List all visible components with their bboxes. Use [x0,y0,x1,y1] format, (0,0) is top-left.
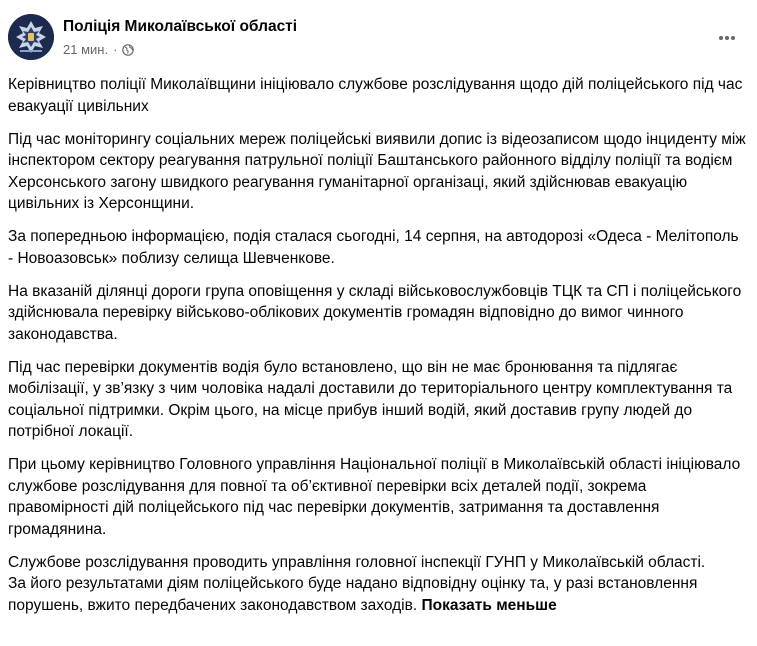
post-paragraph-8-text: За його результатами діям поліцейського буде надано відповідну оцінку та, у разі встановлення порушень, вжито передбачених законодавством заходів. [8,575,698,614]
page-name[interactable]: Поліція Миколаївської області [63,18,298,35]
meta-separator: · [113,42,118,57]
more-horizontal-icon [718,35,736,41]
post-paragraph-1: Керівництво поліції Миколаївщини ініціювало службове розслідування щодо дій поліцейського під час евакуації цивільних [8,76,743,115]
post-header [8,10,747,66]
post-paragraph-7: Службове розслідування проводить управління головної інспекції ГУНП у Миколаївській області. [8,553,706,571]
post-paragraph-8 [8,573,748,616]
post-paragraph-2: Під час моніторингу соціальних мереж поліцейські виявили допис із відеозаписом щодо інциденту між інспектором сектору реагування патрульної поліції Баштанського районного відділу поліції та водієм Херсонського загону швидкого реагування гуманітарної організаці, який здійснював евакуацію цивільних із Херсонщини. [8,130,746,212]
post-paragraph-6: При цьому керівництво Головного управління Національної поліції в Миколаївській області ініціювало службове розслідування для повної та об’єктивної перевірки всіх деталей події, зокрема правомірності дій поліцейського під час перевірки документів, затримання та доставлення громадянина. [8,456,741,538]
post-paragraph-3: За попередньою інформацією, подія сталася сьогодні, 14 серпня, на автодорозі «Одеса - Мелітополь - Новоазовськ» поблизу селища Шевченкове. [8,228,739,267]
post-timestamp[interactable]: 21 мин. [63,42,109,57]
globe-icon[interactable] [122,44,134,56]
more-options-button[interactable] [713,28,741,48]
post-paragraph-4: На вказаній ділянці дороги група оповіщення у складі військовослужбовців ТЦК та СП і поліцейського здійснювала перевірку військово-облікових документів громадян відповідно до вимог чинного законодавства. [8,282,742,343]
post-paragraph-5: Під час перевірки документів водія було встановлено, що він не має бронювання та підлягає мобілізації, у зв’язку з чим чоловіка надалі доставили до територіального центру комплектування та соціальної підтримки. Окрім цього, на місце прибув інший водій, який доставив групу людей до потрібної локації. [8,358,733,440]
page-avatar[interactable] [8,14,54,60]
post-text [8,74,748,616]
police-emblem-icon [8,14,54,60]
show-less-link[interactable]: Показать меньше [421,596,557,614]
post-meta [63,42,134,57]
